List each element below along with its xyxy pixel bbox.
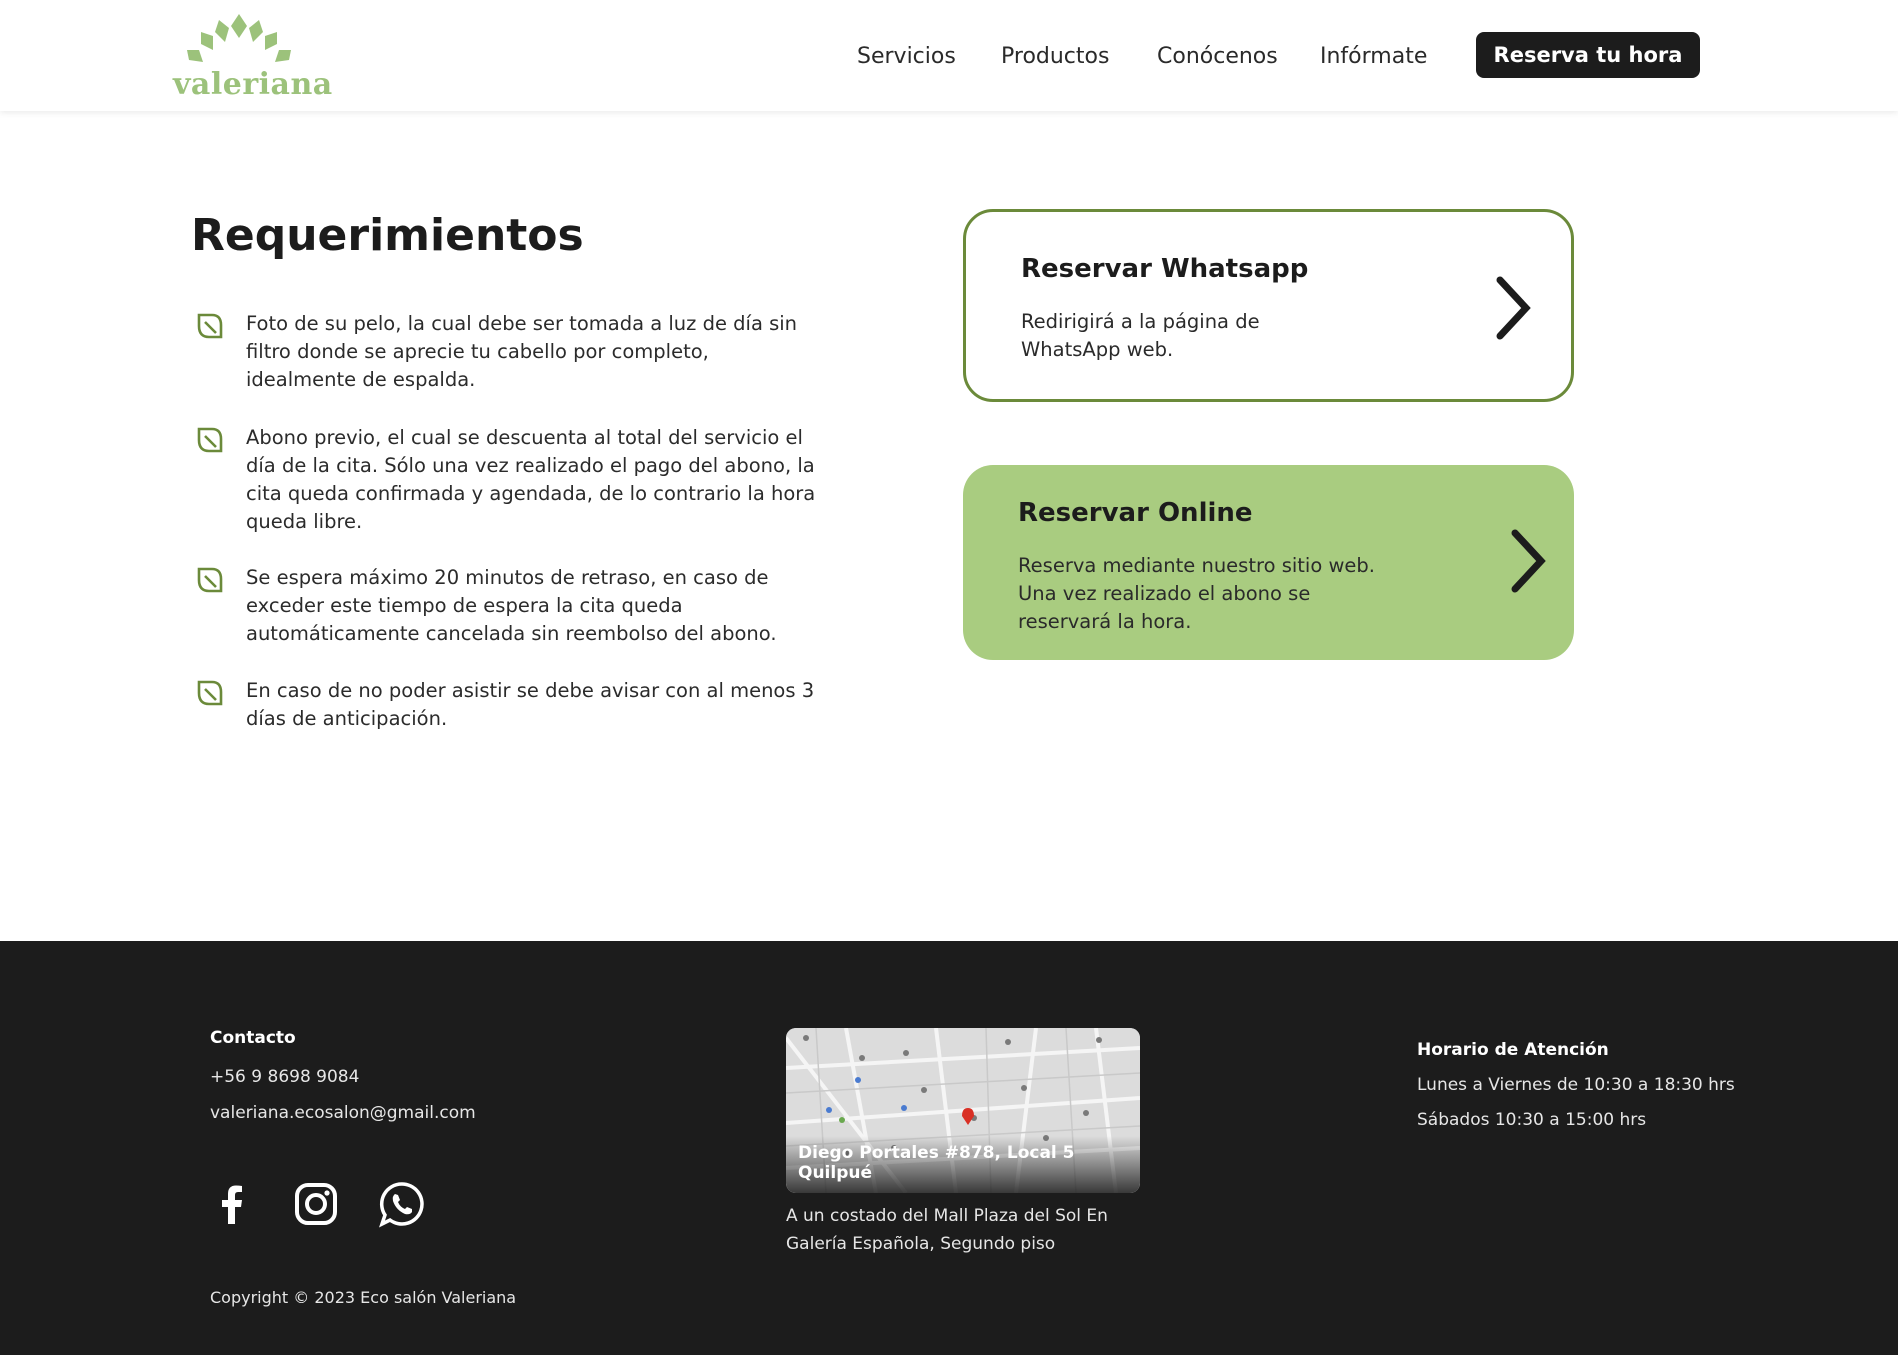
contact-heading: Contacto: [210, 1028, 296, 1048]
card-description: Redirigirá a la página de WhatsApp web.: [1021, 310, 1260, 361]
map-address-label: Diego Portales #878, Local 5 Quilpué: [798, 1143, 1075, 1183]
requirement-text: Abono previo, el cual se descuenta al total del servicio el día de la cita. Sólo una vez realizado el pago del abono, la cita queda confirmada y agendada, de lo contrario la hora queda libre.: [246, 426, 816, 533]
requirement-text: Se espera máximo 20 minutos de retraso, en caso de exceder este tiempo de espera la cita queda automáticamente cancelada sin reembolso del abono.: [246, 566, 777, 645]
requirements-title: Requerimientos: [191, 210, 584, 261]
contact-phone[interactable]: +56 9 8698 9084: [210, 1067, 360, 1087]
card-title: Reservar Whatsapp: [1021, 254, 1309, 284]
location-map[interactable]: [786, 1028, 1140, 1193]
leaf-icon: [196, 679, 224, 707]
nav-servicios[interactable]: Servicios: [857, 44, 956, 69]
reservar-whatsapp-card[interactable]: [963, 209, 1574, 402]
hours-heading: Horario de Atención: [1417, 1040, 1609, 1060]
chevron-right-icon: [1492, 276, 1532, 340]
nav-conocenos[interactable]: Conócenos: [1157, 44, 1278, 69]
chevron-right-icon: [1507, 529, 1547, 593]
leaf-icon: [196, 426, 224, 454]
instagram-icon[interactable]: [292, 1180, 340, 1228]
copyright-text: Copyright © 2023 Eco salón Valeriana: [210, 1288, 517, 1307]
contact-email[interactable]: valeriana.ecosalon@gmail.com: [210, 1103, 476, 1123]
card-title: Reservar Online: [1018, 498, 1253, 528]
logo-wordmark: valeriana: [173, 67, 333, 102]
leaf-icon: [196, 566, 224, 594]
hours-weekdays: Lunes a Viernes de 10:30 a 18:30 hrs: [1417, 1075, 1735, 1095]
card-description: Reserva mediante nuestro sitio web. Una vez realizado el abono se reservará la hora.: [1018, 554, 1375, 633]
requirement-text: Foto de su pelo, la cual debe ser tomada a luz de día sin filtro donde se aprecie tu cabello por completo, idealmente de espalda.: [246, 312, 798, 391]
facebook-icon[interactable]: [208, 1180, 256, 1228]
reserva-tu-hora-button[interactable]: Reserva tu hora: [1476, 32, 1700, 78]
whatsapp-icon[interactable]: [378, 1180, 426, 1228]
nav-productos[interactable]: Productos: [1001, 44, 1110, 69]
leaf-icon: [196, 312, 224, 340]
site-header: [0, 0, 1898, 111]
valeriana-logo[interactable]: [173, 12, 333, 102]
hours-saturday: Sábados 10:30 a 15:00 hrs: [1417, 1110, 1647, 1130]
location-description: A un costado del Mall Plaza del Sol En Galería Española, Segundo piso: [786, 1206, 1108, 1254]
requirement-text: En caso de no poder asistir se debe avisar con al menos 3 días de anticipación.: [246, 679, 815, 730]
reservar-online-card[interactable]: [963, 465, 1574, 660]
nav-informate[interactable]: Infórmate: [1320, 44, 1428, 69]
